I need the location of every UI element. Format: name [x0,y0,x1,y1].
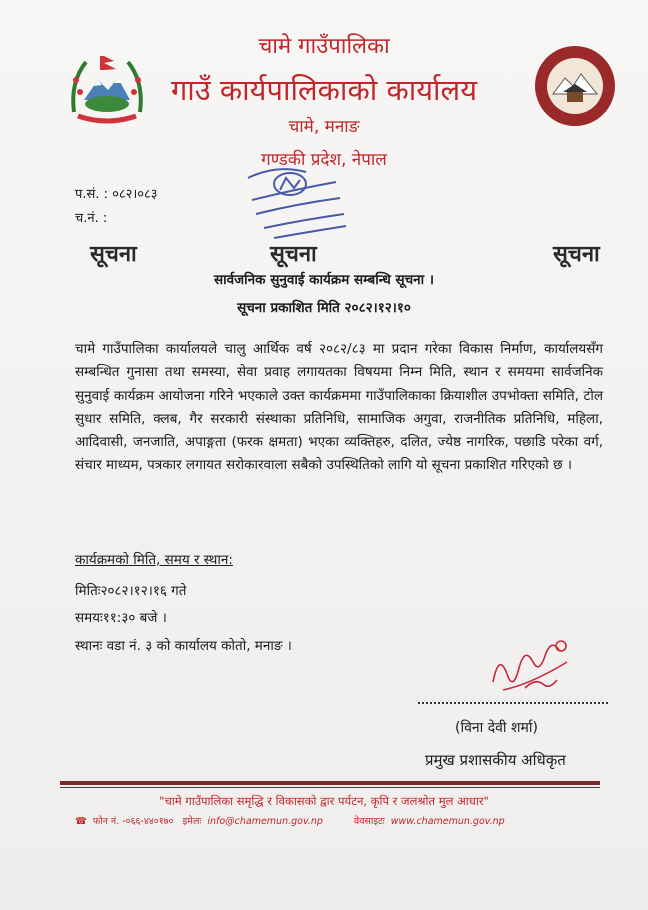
signatory-name: (विना देवी शर्मा) [455,720,538,736]
notice-body: चामे गाउँपालिका कार्यालयले चालु आर्थिक वर्ष २०८२/८३ मा प्रदान गरेका विकास निर्माण, कार्यालयसँग सम्बन्धित गुनासा तथा समस्या, सेवा प्रवाह लगायतका विषयमा निम्न मिति, स्थान र समयमा सार्वजनिक सुनुवाई कार्यक्रम आयोजना गरिने भएकाले उक्त कार्यक्रममा गाउँपालिकाका क्रियाशील उपभोक्ता समिति, टोल सुधार समिति, क्लब, गैर सरकारी संस्थाका प्रतिनिधि, सामाजिक अगुवा, राजनीतिक प्रतिनिधि, महिला, आदिवासी, जनजाति, अपाङ्गता (फरक क्षमता) भएका व्यक्तिहरु, दलित, ज्येष्ठ नागरिक, पछाडि परेका वर्ग, संचार माध्यम, पत्रकार लगायत सरोकारवाला सबैको उपस्थितिको लागि यो सूचना प्रकाशित गरिएको छ । [75,341,603,474]
signature-line [418,702,608,704]
footer-divider-thin [60,787,600,788]
footer-divider [60,781,600,785]
footer-email-label: इमेलः [182,816,202,827]
reference-number: प.सं. : ०८२।०८३ [75,187,158,202]
notice-heading-left: सूचना [90,242,137,267]
signatory-title: प्रमुख प्रशासकीय अधिकृत [425,751,566,769]
footer-contact [75,814,620,827]
office-title: गाउँ कार्यपालिकाको कार्यालय [170,73,478,107]
footer-email[interactable]: info@chamemun.gov.np [207,816,323,827]
notice-heading-right: सूचना [553,242,600,267]
signature-icon [485,632,580,702]
municipality-name: चामे गाउँपालिका [258,34,390,59]
dispatch-number: च.नं. : [75,211,108,226]
office-stamp-icon [236,160,354,242]
event-details-heading: कार्यक्रमको मिति, समय र स्थान: [75,552,233,568]
office-location: चामे, मनाङ [288,117,360,137]
footer-motto: "चामे गाउँपालिका समृद्धि र विकासको द्वार पर्यटन, कृपि र जलश्रोत मुल आधार" [159,794,489,808]
publish-date: सूचना प्रकाशित मिति २०८२।१२।१० [237,300,411,316]
event-venue: स्थानः वडा नं. ३ को कार्यालय कोतो, मनाङ । [75,638,292,654]
notice-heading-center: सूचना [270,242,317,267]
phone-icon: ☎ [75,816,87,827]
province-line: गण्डकी प्रदेश, नेपाल [261,150,387,170]
event-date: मितिः२०८२।१२।१६ गते [75,583,187,599]
footer-web-label: वेवसाइटः [353,816,385,827]
footer-phone: फोन नं. -०६६-४४०१७० [92,816,174,827]
notice-subject: सार्वजनिक सुनुवाई कार्यक्रम सम्बन्धि सूचना । [214,272,434,288]
footer-website[interactable]: www.chamemun.gov.np [390,816,505,827]
event-time: समयः११:३० बजे । [75,610,167,626]
